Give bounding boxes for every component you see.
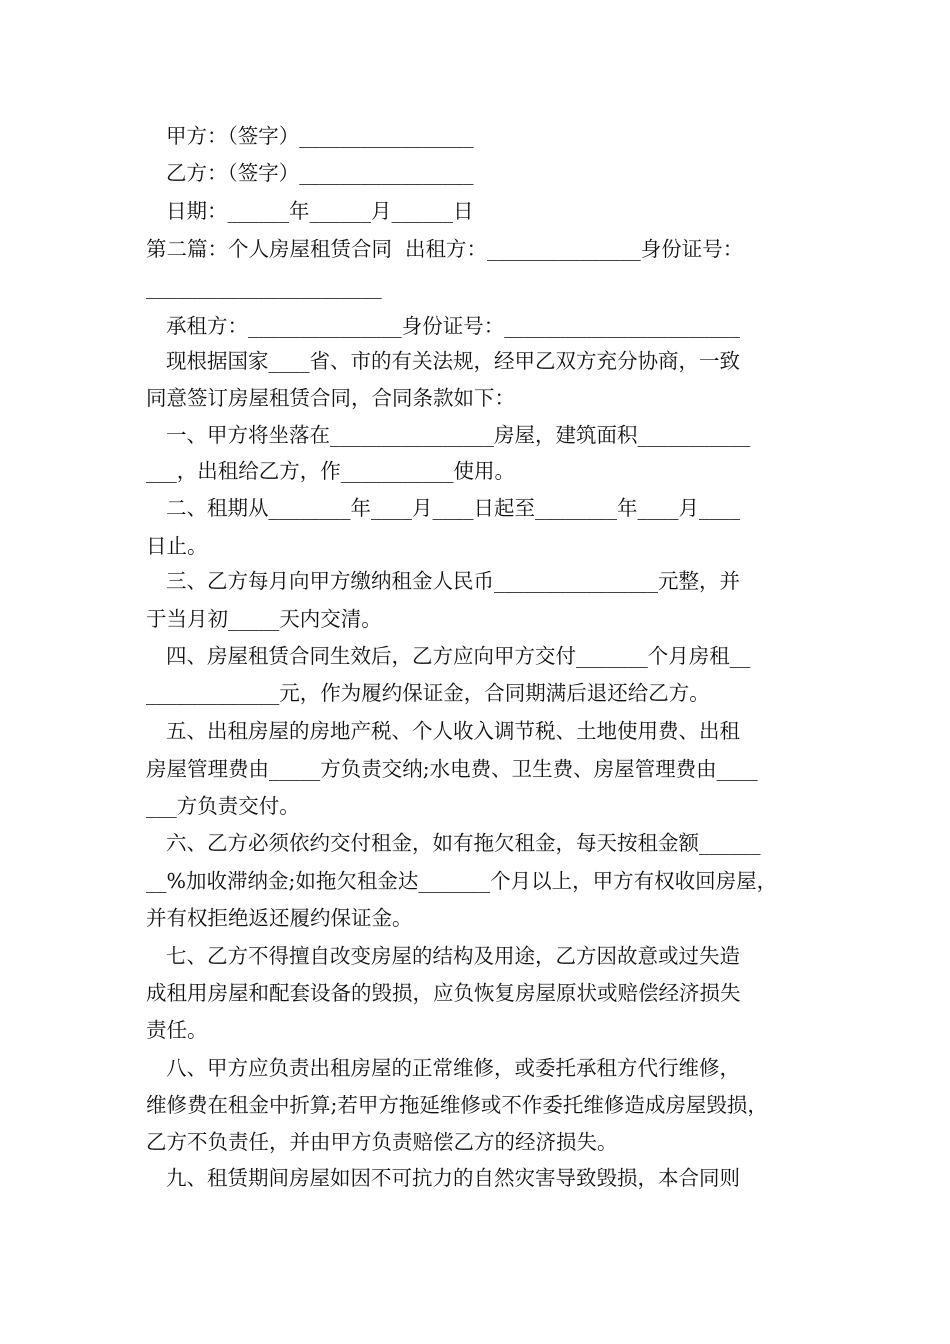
clause-1-line-1: 一、甲方将坐落在________________房屋，建筑面积___________ <box>166 423 751 447</box>
lessee-line: 承租方：_______________身份证号：_______________________ <box>166 314 740 338</box>
clause-3-line-2: 于当月初_____天内交清。 <box>146 607 382 631</box>
preamble-line-1: 现根据国家____省、市的有关法规，经甲乙双方充分协商，一致 <box>166 349 740 373</box>
clause-7-line-2: 成租用房屋和配套设备的毁损，应负恢复房屋原状或赔偿经济损失 <box>146 981 741 1005</box>
party-b-signature-line: 乙方：（签字）_________________ <box>166 161 474 185</box>
preamble-line-2: 同意签订房屋租赁合同，合同条款如下： <box>146 386 515 410</box>
clause-6-line-3: 并有权拒绝返还履约保证金。 <box>146 906 413 930</box>
clause-8-line-1: 八、甲方应负责出租房屋的正常维修，或委托承租方代行维修， <box>166 1056 740 1080</box>
clause-8-line-2: 维修费在租金中折算;若甲方拖延维修或不作委托维修造成房屋毁损， <box>146 1093 768 1117</box>
section-title-lessor-line: 第二篇：个人房屋租赁合同 出租方：_______________身份证号： <box>146 237 744 261</box>
clause-5-line-3: ___方负责交付。 <box>146 794 300 818</box>
party-a-signature-line: 甲方：（签字）_________________ <box>166 124 474 148</box>
clause-5-line-1: 五、出租房屋的房地产税、个人收入调节税、土地使用费、出租 <box>166 719 740 743</box>
clause-5-line-2: 房屋管理费由_____方负责交纳;水电费、卫生费、房屋管理费由____ <box>146 757 758 781</box>
clause-6-line-2: __%加收滞纳金;如拖欠租金达_______个月以上，甲方有权收回房屋， <box>146 869 778 893</box>
clause-1-line-2: ___，出租给乙方，作___________使用。 <box>146 459 515 483</box>
clause-7-line-3: 责任。 <box>146 1018 208 1042</box>
clause-7-line-1: 七、乙方不得擅自改变房屋的结构及用途，乙方因故意或过失造 <box>166 944 740 968</box>
clause-8-line-3: 乙方不负责任，并由甲方负责赔偿乙方的经济损失。 <box>146 1130 618 1154</box>
clause-2-line-1: 二、租期从________年____月____日起至________年____月____ <box>166 496 740 520</box>
clause-3-line-1: 三、乙方每月向甲方缴纳租金人民币________________元整，并 <box>166 569 740 593</box>
clause-4-line-1: 四、房屋租赁合同生效后，乙方应向甲方交付_______个月房租__ <box>166 644 751 668</box>
lessor-id-blank-line: _______________________ <box>146 275 382 299</box>
clause-4-line-2: _____________元，作为履约保证金，合同期满后退还给乙方。 <box>146 681 710 705</box>
clause-6-line-1: 六、乙方必须依约交付租金，如有拖欠租金，每天按租金额______ <box>166 831 761 855</box>
clause-2-line-2: 日止。 <box>146 534 208 558</box>
date-line: 日期：______年______月______日 <box>166 199 474 223</box>
clause-9-line-1: 九、租赁期间房屋如因不可抗力的自然灾害导致毁损，本合同则 <box>166 1166 740 1190</box>
